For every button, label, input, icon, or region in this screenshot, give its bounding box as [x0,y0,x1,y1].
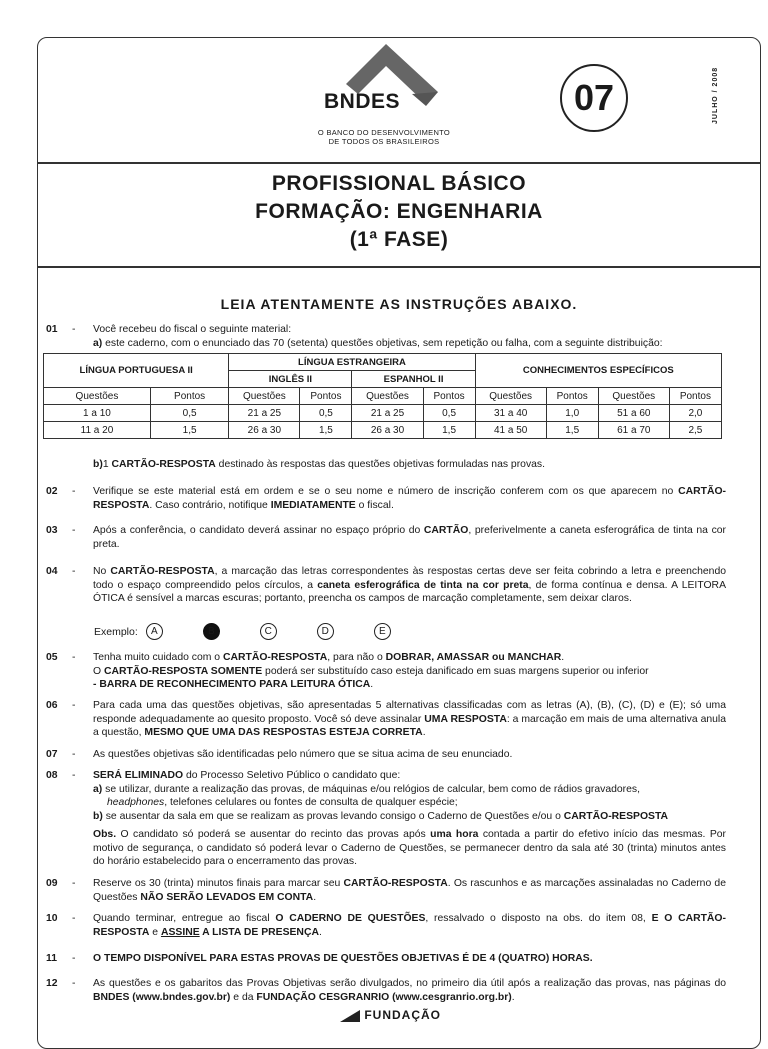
instruction-02: 02 - Verifique se este material está em ordem e se o seu nome e número de inscrição conferem com os que aparecem no CARTÃO-RESPOSTA. Caso contrário, notifique IMEDIATAMENTE o fiscal. [46,486,727,511]
instruction-12: 12 - As questões e os gabaritos das Provas Objetivas serão divulgados, no primeiro dia útil após a realização das provas, nas páginas do BNDES (www.bndes.gov.br) e da FUNDAÇÃO CESGRANRIO (www.cesgranrio.org.br). [46,978,726,1003]
bndes-logo-mark [316,40,456,130]
option-bubble-a: A [146,623,163,640]
instruction-05: 05 - Tenha muito cuidado com o CARTÃO-RESPOSTA, para não o DOBRAR, AMASSAR ou MANCHAR. O CARTÃO-RESPOSTA SOMENTE poderá ser substituído caso esteja danificado em suas margens superior ou inferior - BARRA DE RECONHECIMENTO PARA LEITURA ÓTICA. [46,652,649,690]
table-row: 11 a 20 1,5 26 a 30 1,5 26 a 30 1,5 41 a 50 1,5 61 a 70 2,5 [44,422,722,439]
table-row: 1 a 10 0,5 21 a 25 0,5 21 a 25 0,5 31 a 40 1,0 51 a 60 2,0 [44,405,722,422]
marking-example: Exemplo: A B C D E [94,623,391,640]
instruction-07: 07 - As questões objetivas são identificadas pelo número que se situa acima de seu enunciado. [46,749,513,760]
footer-logo-mark [340,1010,360,1022]
instruction-08: 08 - SERÁ ELIMINADO do Processo Seletivo Público o candidato que: a) se utilizar, durante a realização das provas, de máquinas e/ou relógios de calcular, bem como de rádios gravadores, headphones, telefones celulares ou fontes de consulta de qualquer espécie; b) se ausentar da sala em que se realizam as provas levando consigo o Caderno de Questões e/ou o CARTÃO-RESPOSTA Obs. O candidato só poderá se ausentar do recinto das provas após uma hora contada a partir do efetivo início das mesmas. Por motivo de segurança, o candidato só poderá levar o Caderno de Questões, se permanecer dentro da sala até 30 (trinta) minutos antes do horário estabelecido para o encerramento das provas. [46,770,726,867]
instruction-01b: b)1 CARTÃO-RESPOSTA destinado às respostas das questões objetivas formuladas nas provas. [93,459,546,470]
bndes-logo [316,40,456,160]
option-bubble-e: E [374,623,391,640]
brand-tagline: O BANCO DO DESENVOLVIMENTO DE TODOS OS BRASILEIROS [317,128,451,146]
instruction-10: 10 - Quando terminar, entregue ao fiscal O CADERNO DE QUESTÕES, ressalvado o disposto na obs. do item 08, E O CARTÃO-RESPOSTA e ASSINE A LISTA DE PRESENÇA. [46,913,726,938]
option-bubble-b-filled: B [203,623,220,640]
instruction-01: 01 - Você recebeu do fiscal o seguinte material: a) este caderno, com o enunciado das 70 (setenta) questões objetivas, sem repetição ou falha, com a seguinte distribuição: [46,324,663,349]
exam-number: 07 [560,64,628,132]
instruction-03: 03 - Após a conferência, o candidato deverá assinar no espaço próprio do CARTÃO, preferivelmente a caneta esferográfica de tinta na cor preta. [46,525,727,550]
page-title: PROFISSIONAL BÁSICO FORMAÇÃO: ENGENHARIA (1ª FASE) [255,172,543,251]
divider [38,266,761,268]
divider [38,162,761,164]
footer-logo: FUNDAÇÃO [340,1008,441,1022]
instruction-09: 09 - Reserve os 30 (trinta) minutos finais para marcar seu CARTÃO-RESPOSTA. Os rascunhos e as marcações assinaladas no Caderno de Questões NÃO SERÃO LEVADOS EM CONTA. [46,878,726,903]
instruction-11: 11 - O TEMPO DISPONÍVEL PARA ESTAS PROVAS DE QUESTÕES OBJETIVAS É DE 4 (QUATRO) HORAS. [46,953,593,964]
option-bubble-c: C [260,623,277,640]
option-bubble-d: D [317,623,334,640]
brand-name: BNDES [324,90,401,113]
instruction-06: 06 - Para cada uma das questões objetivas, são apresentadas 5 alternativas classificadas com as letras (A), (B), (C), (D) e (E); só uma responde adequadamente ao quesito proposto. Você só deve assinalar UMA RESPOSTA: a marcação em mais de uma alternativa anula a questão, MESMO QUE UMA DAS RESPOSTAS ESTEJA CORRETA. [46,700,726,738]
instructions-heading: LEIA ATENTAMENTE AS INSTRUÇÕES ABAIXO. [220,296,578,312]
question-distribution-table: LÍNGUA PORTUGUESA II LÍNGUA ESTRANGEIRA CONHECIMENTOS ESPECÍFICOS INGLÊS II ESPANHOL II Questões Pontos Questões Pontos Questões Pontos Questões Pontos Questões Pontos 1 a 10 0,5 21 a 25 0,5 21 a 25 0,5 31 a 40 1,0 51 a 60 2,0 11 a 20 1,5 26 a 30 1,5 26 a 30 1,5 41 a 50 1,5 61 a 70 2,5 [43,353,722,439]
instruction-04: 04 - No CARTÃO-RESPOSTA, a marcação das letras correspondentes às respostas certas deve ser feita cobrindo a letra e preenchendo todo o espaço compreendido pelos círculos, a caneta esferográfica de tinta na cor preta, de forma contínua e densa. A LEITORA ÓTICA é sensível a marcas escuras; portanto, preencha os campos de marcação completamente, sem deixar claros. [46,566,726,604]
exam-date: JULHO / 2008 [712,66,719,124]
